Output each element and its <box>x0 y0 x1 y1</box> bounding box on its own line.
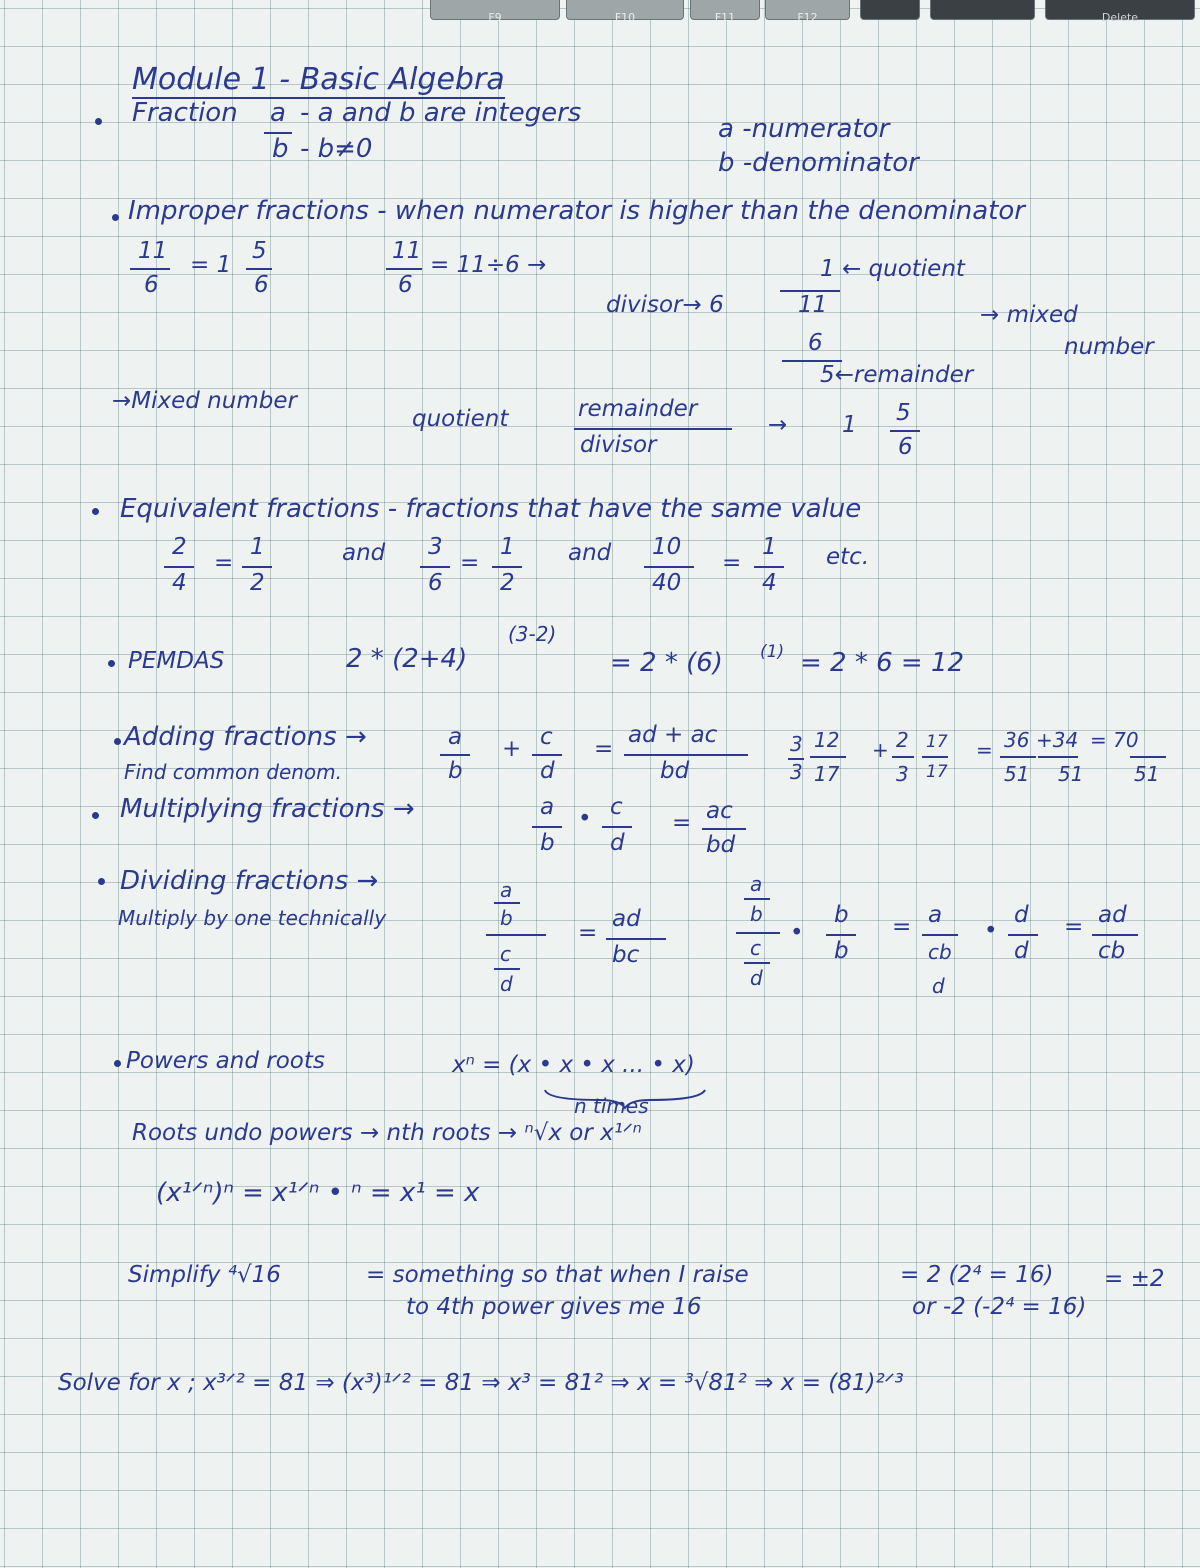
adding-a: a <box>448 724 463 750</box>
step-term: a <box>750 872 763 896</box>
powers-step: (x¹ᐟⁿ)ⁿ = x¹ᐟⁿ • ⁿ = x¹ = x <box>156 1178 480 1208</box>
ex-term: 12 <box>814 728 840 752</box>
division-numerator: 11 <box>392 238 422 264</box>
eq-f5-den: 40 <box>652 570 682 596</box>
ex-term: 36 <box>1004 728 1030 752</box>
key-f9: F9 <box>430 0 560 20</box>
ex-term: + <box>872 738 889 762</box>
and-word: and <box>568 540 612 566</box>
step-term: a <box>928 902 943 928</box>
improper-heading: Improper fractions - when numerator is higher than the denominator <box>128 196 1025 226</box>
ex-term: 17 <box>926 732 948 752</box>
result-whole: 1 <box>842 412 857 438</box>
eq-f3-num: 3 <box>428 534 443 560</box>
fraction-label: Fraction <box>132 98 238 128</box>
step-term: c <box>750 936 761 960</box>
subtracted-value: 6 <box>808 330 823 356</box>
etc-word: etc. <box>826 544 870 570</box>
n-times-label: n times <box>574 1094 649 1118</box>
dividend: 11 <box>798 292 828 318</box>
fraction-rule-nonzero: - b≠0 <box>300 134 373 164</box>
mixed-example-denominator: 6 <box>254 272 269 298</box>
division-denominator: 6 <box>398 272 413 298</box>
div-a: a <box>500 878 513 902</box>
ex-term: 51 <box>1004 762 1030 786</box>
pemdas-step2-exponent: (1) <box>760 642 785 662</box>
mult-result-denominator: bd <box>706 832 736 858</box>
pemdas-exponent: (3-2) <box>508 622 557 646</box>
eq-f2-num: 1 <box>250 534 265 560</box>
mult-result-numerator: ac <box>706 798 733 824</box>
solve-for-x: Solve for x ; x³ᐟ² = 81 ⇒ (x³)¹ᐟ² = 81 ⇒ x³ = 81² ⇒ x = ³√81² ⇒ x = (81)²ᐟ³ <box>58 1370 904 1396</box>
eq-f6-den: 4 <box>762 570 777 596</box>
adding-plus: + <box>502 736 522 762</box>
adding-result-denominator: bd <box>660 758 690 784</box>
quotient-label: 1 ← quotient <box>820 256 965 282</box>
adding-subheading: Find common denom. <box>124 760 343 784</box>
eq-f4-den: 2 <box>500 570 515 596</box>
roots-undo-powers: Roots undo powers → nth roots → ⁿ√x or x¹ᐟⁿ <box>132 1120 642 1146</box>
ex-term: 3 <box>790 732 803 756</box>
div-equals: = <box>578 920 598 946</box>
dividing-heading: Dividing fractions → <box>120 866 379 896</box>
ex-term: = <box>976 738 993 762</box>
div-d: d <box>500 972 513 996</box>
adding-heading: Adding fractions → <box>124 722 367 752</box>
adding-result-numerator: ad + ac <box>628 722 718 748</box>
key-f12: F12 <box>765 0 850 20</box>
div-result-denominator: bc <box>612 942 640 968</box>
formula-quotient: quotient <box>412 406 509 432</box>
mult-b: b <box>540 830 555 856</box>
eq-f1-den: 4 <box>172 570 187 596</box>
and-word: and <box>342 540 386 566</box>
ex-term: 2 <box>896 728 909 752</box>
simplify-final-answer: = ±2 <box>1104 1266 1165 1292</box>
fraction-rule-integers: - a and b are integers <box>300 98 582 128</box>
eq-f4-num: 1 <box>500 534 515 560</box>
formula-remainder: remainder <box>578 396 698 422</box>
eq-f2-den: 2 <box>250 570 265 596</box>
div-c: c <box>500 942 511 966</box>
adding-b: b <box>448 758 463 784</box>
ex-term: = 70 <box>1090 728 1139 752</box>
division-equation: = 11÷6 → <box>430 252 547 278</box>
eq-f6-num: 1 <box>762 534 777 560</box>
simplify-result-negative: or -2 (-2⁴ = 16) <box>912 1294 1087 1320</box>
step-term: • <box>790 920 804 946</box>
eq-sign: = <box>722 550 742 576</box>
ex-term: 17 <box>926 762 948 782</box>
formula-divisor: divisor <box>580 432 657 458</box>
step-term: b <box>834 902 849 928</box>
simplify-result-positive: = 2 (2⁴ = 16) <box>900 1262 1054 1288</box>
mixed-example-numerator: 5 <box>252 238 267 264</box>
step-term: ad <box>1098 902 1127 928</box>
numerator-definition: a -numerator <box>718 114 890 144</box>
ex-term: +34 <box>1036 728 1079 752</box>
pemdas-step2: = 2 * (6) <box>610 648 723 678</box>
simplify-label: Simplify ⁴√16 <box>128 1262 281 1288</box>
step-term: • <box>984 918 998 944</box>
mixed-number-word: number <box>1064 334 1154 360</box>
step-term: cb <box>928 940 952 964</box>
remainder-label: 5←remainder <box>820 362 974 388</box>
ex-term: 3 <box>896 762 909 786</box>
fraction-b: b <box>272 134 289 164</box>
step-term: b <box>834 938 849 964</box>
result-denominator: 6 <box>898 434 913 460</box>
key-delete: Delete <box>1045 0 1195 20</box>
result-arrow: → <box>768 412 788 438</box>
powers-definition: xⁿ = (x • x • x ... • x) <box>452 1052 695 1078</box>
fraction-a: a <box>270 98 286 128</box>
multiplying-heading: Multiplying fractions → <box>120 794 415 824</box>
mult-a: a <box>540 794 555 820</box>
pemdas-label: PEMDAS <box>128 648 225 674</box>
step-term: = <box>1064 914 1084 940</box>
powers-heading: Powers and roots <box>126 1048 325 1074</box>
result-numerator: 5 <box>896 400 911 426</box>
mixed-number-label: →Mixed number <box>112 388 297 414</box>
step-term: cb <box>1098 938 1126 964</box>
denominator-definition: b -denominator <box>718 148 919 178</box>
divisor-label: divisor→ 6 <box>606 292 724 318</box>
eq-sign: = <box>460 550 480 576</box>
eq-sign: = <box>214 550 234 576</box>
step-term: = <box>892 914 912 940</box>
ex-term: 51 <box>1134 762 1160 786</box>
adding-c: c <box>540 724 553 750</box>
mixed-number-arrow: → mixed <box>980 302 1078 328</box>
step-term: d <box>750 966 763 990</box>
improper-example-numerator: 11 <box>138 238 168 264</box>
div-result-numerator: ad <box>612 906 641 932</box>
adding-equals: = <box>594 736 614 762</box>
dividing-subheading: Multiply by one technically <box>118 906 387 930</box>
eq-f3-den: 6 <box>428 570 443 596</box>
step-term: b <box>750 902 763 926</box>
step-term: d <box>932 974 945 998</box>
page-title: Module 1 - Basic Algebra <box>132 62 505 97</box>
improper-example-equals: = 1 <box>190 252 232 278</box>
adding-d: d <box>540 758 555 784</box>
ex-term: 3 <box>790 760 803 784</box>
ex-term: 51 <box>1058 762 1084 786</box>
mult-d: d <box>610 830 625 856</box>
key-f11: F11 <box>690 0 760 20</box>
mult-dot: • <box>578 806 592 832</box>
eq-f1-num: 2 <box>172 534 187 560</box>
div-b: b <box>500 906 513 930</box>
mult-c: c <box>610 794 623 820</box>
ex-term: 17 <box>814 762 840 786</box>
simplify-text-line2: to 4th power gives me 16 <box>406 1294 702 1320</box>
step-term: d <box>1014 902 1029 928</box>
improper-example-denominator: 6 <box>144 272 159 298</box>
mult-equals: = <box>672 810 692 836</box>
simplify-text-line1: = something so that when I raise <box>366 1262 749 1288</box>
key-f10: F10 <box>566 0 684 20</box>
pemdas-expression: 2 * (2+4) <box>346 644 468 674</box>
step-term: d <box>1014 938 1029 964</box>
pemdas-result: = 2 * 6 = 12 <box>800 648 965 678</box>
equivalent-heading: Equivalent fractions - fractions that have the same value <box>120 494 862 524</box>
eq-f5-num: 10 <box>652 534 682 560</box>
